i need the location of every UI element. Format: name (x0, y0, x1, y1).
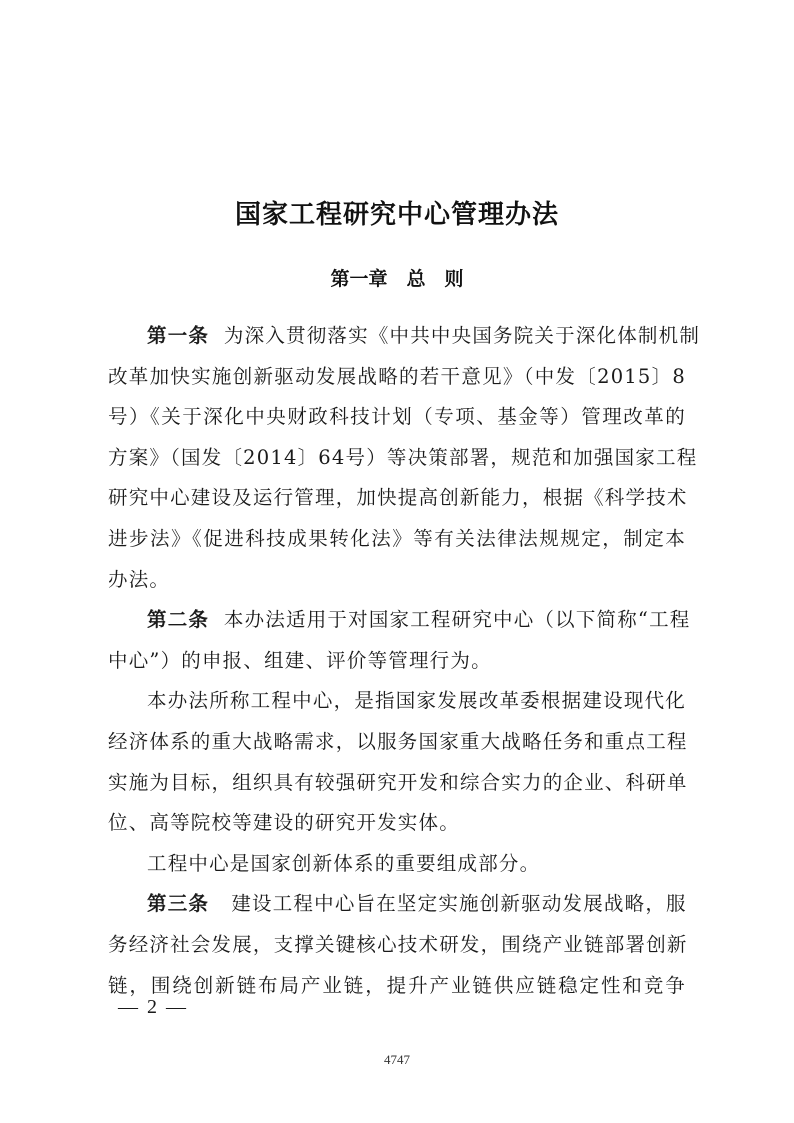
paragraph-line: 号）《关于深化中央财政科技计划（专项、基金等）管理改革的 (108, 405, 686, 429)
paragraph-line: 方案》（国发〔2014〕64号）等决策部署，规范和加强国家工程 (108, 445, 698, 469)
paragraph-line: 进步法》《促进科技成果转化法》等有关法律法规规定，制定本 (108, 526, 686, 550)
article-label: 第三条 (147, 892, 210, 916)
page-number: — 2 — (118, 996, 188, 1018)
article-label: 第一条 (147, 324, 210, 347)
paragraph-line (108, 600, 691, 641)
paragraph-line: 中心”）的申报、组建、评价等管理行为。 (108, 648, 492, 672)
paragraph-line: 经济体系的重大战略需求，以服务国家重大战略任务和重点工程 (108, 729, 688, 753)
paragraph-line: 链，围绕创新链布局产业链，提升产业链供应链稳定性和竞争 (108, 973, 686, 997)
body-text (108, 316, 701, 1006)
line-text: 建设工程中心旨在坚定实施创新驱动发展战略，服 (231, 892, 687, 916)
paragraph-line: 研究中心建设及运行管理，加快提高创新能力，根据《科学技术 (108, 486, 688, 510)
paragraph-line: 实施为目标，组织具有较强研究开发和综合实力的企业、科研单 (108, 770, 688, 794)
paragraph-line: 工程中心是国家创新体系的重要组成部分。 (147, 851, 541, 875)
paragraph-line: 本办法所称工程中心，是指国家发展改革委根据建设现代化 (147, 689, 686, 713)
paragraph-line (108, 316, 701, 357)
line-text: 为深入贯彻落实《中共中央国务院关于深化体制机制 (223, 324, 701, 347)
paragraph-line (108, 884, 686, 925)
paragraph-line: 办法。 (108, 567, 171, 591)
document-title: 国家工程研究中心管理办法 (234, 200, 559, 230)
paragraph-line: 位、高等院校等建设的研究开发实体。 (108, 811, 460, 835)
footer-number: 4747 (384, 1052, 410, 1067)
article-label: 第二条 (147, 608, 210, 632)
paragraph-line: 改革加快实施创新驱动发展战略的若干意见》（中发〔2015〕8 (108, 364, 686, 388)
chapter-heading: 第一章 总 则 (330, 268, 464, 290)
paragraph-line: 务经济社会发展，支撑关键核心技术研发，围绕产业链部署创新 (108, 932, 688, 956)
line-text: 本办法适用于对国家工程研究中心（以下简称“工程 (223, 608, 691, 632)
